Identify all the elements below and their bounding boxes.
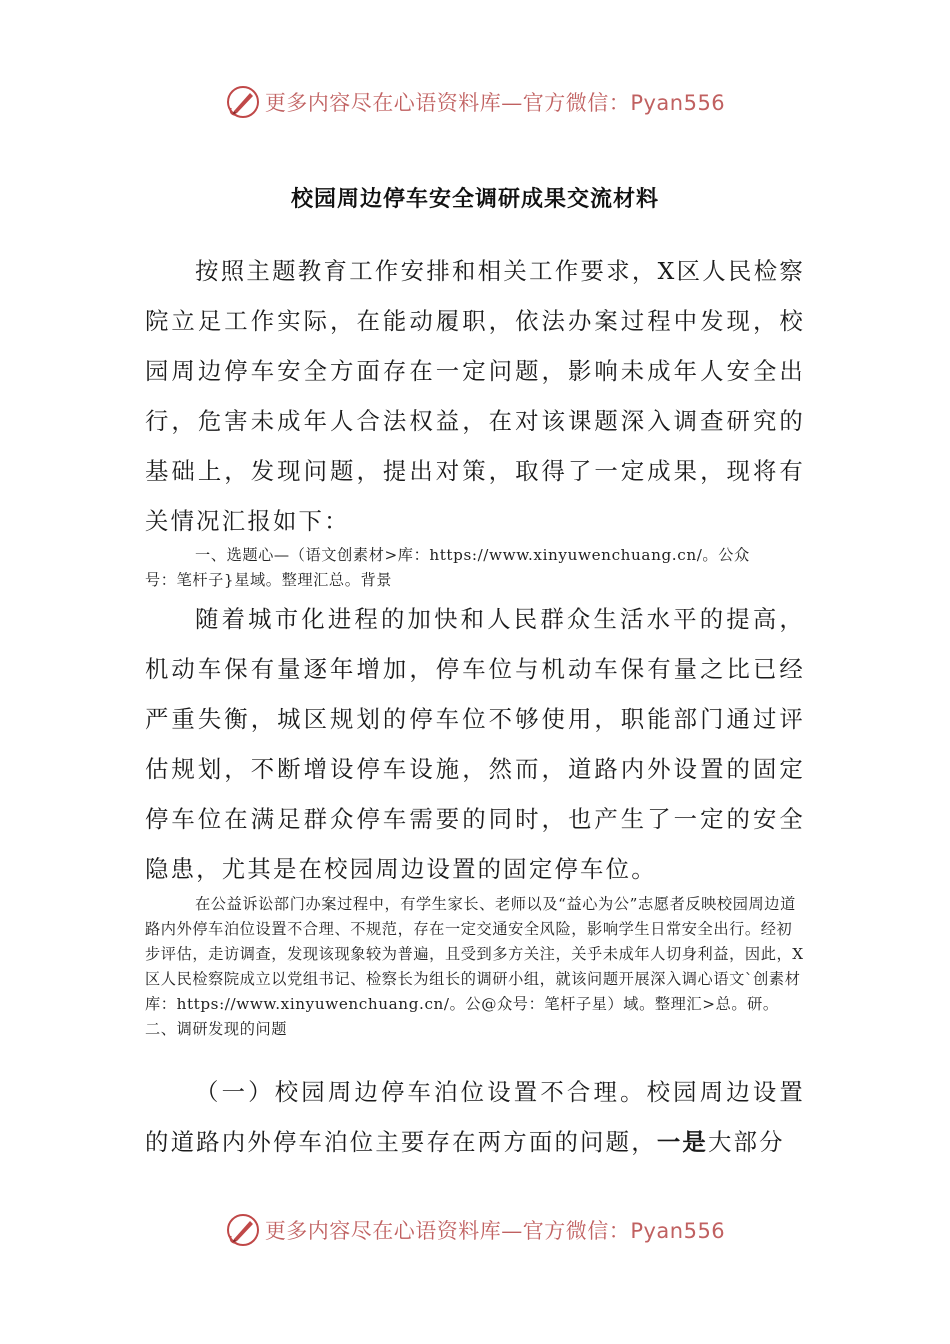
section-one-heading-line1: 一、选题心—（语文创素材>库：https://www.xinyuwenchuang.cn/。公众 — [195, 546, 750, 564]
paragraph-issue-one: （一）校园周边停车泊位设置不合理。校园周边设置的道路内外停车泊位主要存在两方面的问题，一是大部分 — [145, 1078, 805, 1156]
paragraph-process-block — [145, 892, 805, 1042]
pen-logo-icon — [225, 1212, 261, 1248]
paragraph-background: 随着城市化进程的加快和人民群众生活水平的提高，机动车保有量逐年增加，停车位与机动车保有量之比已经严重失衡，城区规划的停车位不够使用，职能部门通过评估规划，不断增设停车设施，然而，道路内外设置的固定停车位在满足群众停车需要的同时，也产生了一定的安全隐患，尤其是在校园周边设置的固定停车位。 — [145, 605, 805, 883]
header-wechat-id: Pyan556 — [630, 91, 726, 115]
section-one-heading-line2: 号：笔杆子}星域。整理汇总。背景 — [145, 571, 393, 589]
paragraph-process: 在公益诉讼部门办案过程中，有学生家长、老师以及“益心为公”志愿者反映校园周边道路内外停车泊位设置不合理、不规范，存在一定交通安全风险，影响学生日常安全出行。经初步评估，走访调查，发现该现象较为普遍，且受到多方关注，关乎未成年人切身利益，因此，X区人民检察院成立以党组书记、检察长为组长的调研小组，就该问题开展深入调心语文`创素材库：https://www.xinyuwenchuang.cn/。公@众号：笔杆子星）域。整理汇>总。研。 — [145, 895, 804, 1013]
paragraph-background-block — [145, 594, 805, 894]
document-title: 校园周边停车安全调研成果交流材料 — [290, 187, 659, 212]
paragraph-issue-block — [145, 1067, 805, 1167]
paragraph-intro: 按照主题教育工作安排和相关工作要求，X区人民检察院立足工作实际，在能动履职，依法办案过程中发现，校园周边停车安全方面存在一定问题，影响未成年人安全出行，危害未成年人合法权益，在对该课题深入调查研究的基础上，发现问题，提出对策，取得了一定成果，现将有关情况汇报如下： — [145, 257, 805, 535]
section-two-heading: 二、调研发现的问题 — [145, 1020, 288, 1038]
header-banner — [0, 80, 950, 124]
pen-logo-icon — [225, 84, 261, 120]
paragraph-intro-block — [145, 246, 805, 546]
section-heading-block — [145, 543, 805, 593]
footer-wechat-id: Pyan556 — [630, 1219, 726, 1243]
footer-banner — [0, 1208, 950, 1252]
emphasis-text: 一是 — [656, 1128, 708, 1156]
header-banner-text: 更多内容尽在心语资料库—官方微信：Pyan556 — [264, 91, 726, 115]
footer-banner-text: 更多内容尽在心语资料库—官方微信：Pyan556 — [264, 1219, 726, 1243]
